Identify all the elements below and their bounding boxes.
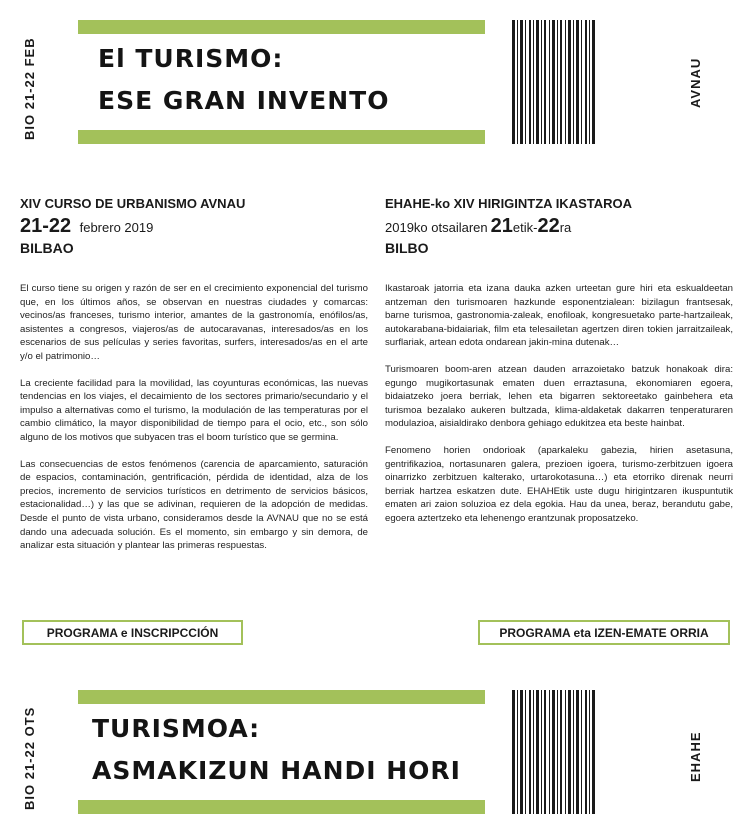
eu-city: BILBO bbox=[385, 240, 429, 256]
eu-program-registration-button[interactable]: PROGRAMA eta IZEN-EMATE ORRIA bbox=[478, 620, 730, 645]
bottom-barcode bbox=[512, 690, 682, 814]
top-side-date-label: BIO 21-22 FEB bbox=[22, 37, 37, 140]
es-paragraph-3: Las consecuencias de estos fenómenos (carencia de aparcamiento, saturación de espacios, contaminación, gentrificación, pérdida de identidad, alza de los precios, incremento de servicios turísticos en detrimento de servicios básicos, estacionalidad…) y las que se adivinan, requieren de la adopción de medidas. Desde el punto de vista urbano, consideramos desde la AVNAU que no se está dando una adecuada solución. Es el momento, sin embargo y sin demora, de analizar esta situación y plantear las primeras respuestas. bbox=[20, 458, 368, 552]
eu-date-suffix: ra bbox=[559, 220, 572, 235]
eu-paragraph-2: Turismoaren boom-aren atzean dauden arrazoietako batzuk honakoak dira: egungo mugikortasunak ematen duen erraztasuna, ekonomiaren egoera, bidaiatzeko joera berriak, lehen eta bigarren sektoreetako gainbehera eta turismoa bezalako aukeren bultzada, klima-aldaketak dakarren tenperaturaren modulazioa, aisialdirako denbora gehiago edukitzea eta beste hainbat. bbox=[385, 363, 733, 430]
bottom-green-bar-upper bbox=[78, 690, 485, 704]
top-barcode-label: AVNAU bbox=[688, 57, 703, 108]
top-title-line2: ESE GRAN INVENTO bbox=[98, 86, 390, 115]
es-city: BILBAO bbox=[20, 240, 74, 256]
barcode-stripe bbox=[592, 20, 595, 144]
top-green-bar-lower bbox=[78, 130, 485, 144]
top-barcode bbox=[512, 20, 682, 144]
bottom-title-line2: ASMAKIZUN HANDI HORI bbox=[92, 756, 461, 785]
spanish-column bbox=[20, 196, 368, 566]
eu-date-mid: etik- bbox=[512, 220, 538, 235]
eu-course-heading: EHAHE-ko XIV HIRIGINTZA IKASTAROA bbox=[385, 196, 633, 211]
bottom-side-date-label: BIO 21-22 OTS bbox=[22, 706, 37, 810]
es-course-heading: XIV CURSO DE URBANISMO AVNAU bbox=[20, 196, 246, 211]
es-paragraph-2: La creciente facilidad para la movilidad, las coyunturas económicas, las nuevas tendencias en los viajes, el decaimiento de los sectores primario/secundario y el impulso a alternativas como el turismo, la modulación de las temperaturas por el cambio climático, la mayor disponibilidad de tiempo para el ocio, etc., son sólo alguno de los motivos que subyacen tras el boom turístico que se germina. bbox=[20, 377, 368, 443]
bottom-title-line1: TURISMOA: bbox=[92, 714, 261, 743]
basque-column bbox=[385, 196, 733, 539]
es-date-days: 21-22 bbox=[20, 215, 72, 237]
eu-date-day2: 22 bbox=[537, 215, 560, 237]
es-program-registration-button[interactable]: PROGRAMA e INSCRIPCCIÓN bbox=[22, 620, 243, 645]
eu-paragraph-3: Fenomeno horien ondorioak (aparkaleku gabezia, hirien asetasuna, gentrifikazioa, nortasunaren galera, prezioen igoera, turismo-zerbitzuen igoera oinarrizko zerbitzuen kalterako, urtarokotasuna…) eta etorriko direnak neurri berriak hartzea eskatzen dute. EHAHEtik uste dugu hirigintzaren ikuspuntutik ematen ari zaion soluzioa ez dela egokia. Hau da unea, beraz, berandutu gabe, egoera aztertzeko eta lehenengo erantzunak proposatzeko. bbox=[385, 444, 733, 524]
top-title-line1: El TURISMO: bbox=[98, 44, 284, 73]
es-date-month: febrero 2019 bbox=[79, 220, 154, 235]
es-paragraph-1: El curso tiene su origen y razón de ser en el crecimiento exponencial del turismo que, en los últimos años, se observan en nuestras ciudades y comarcas: vecinos/as franceses, turismo interior, amantes de la gastronomía, enófilos/as, asistentes a congresos, viajeros/as de autocaravanas, interesados/as en los escenarios de sus películas y series favoritas, surfers, interesados/as en el arte y/o el patrimonio… bbox=[20, 283, 368, 362]
eu-date-day1: 21 bbox=[490, 215, 513, 237]
eu-paragraph-1: Ikastaroak jatorria eta izana dauka azken urteetan gure hiri eta eskualdeetan antzeman den turismoaren hazkunde esponentzialean: bizilagun frantsesak, barne turismoa, gastronomia-zaleak, enofiloak, kongresuetako parte-hartzaileak, autokarabana-bidaiariak, film eta telesailetan agertzen diren tokien jarraitzaileak, surflariak, artean edota ondarean jakin-mina dutenak… bbox=[385, 283, 733, 349]
bottom-barcode-label: EHAHE bbox=[688, 731, 703, 782]
barcode-stripe bbox=[592, 690, 595, 814]
eu-date-prefix: 2019ko otsailaren bbox=[385, 220, 488, 235]
top-green-bar-upper bbox=[78, 20, 485, 34]
bottom-green-bar-lower bbox=[78, 800, 485, 814]
